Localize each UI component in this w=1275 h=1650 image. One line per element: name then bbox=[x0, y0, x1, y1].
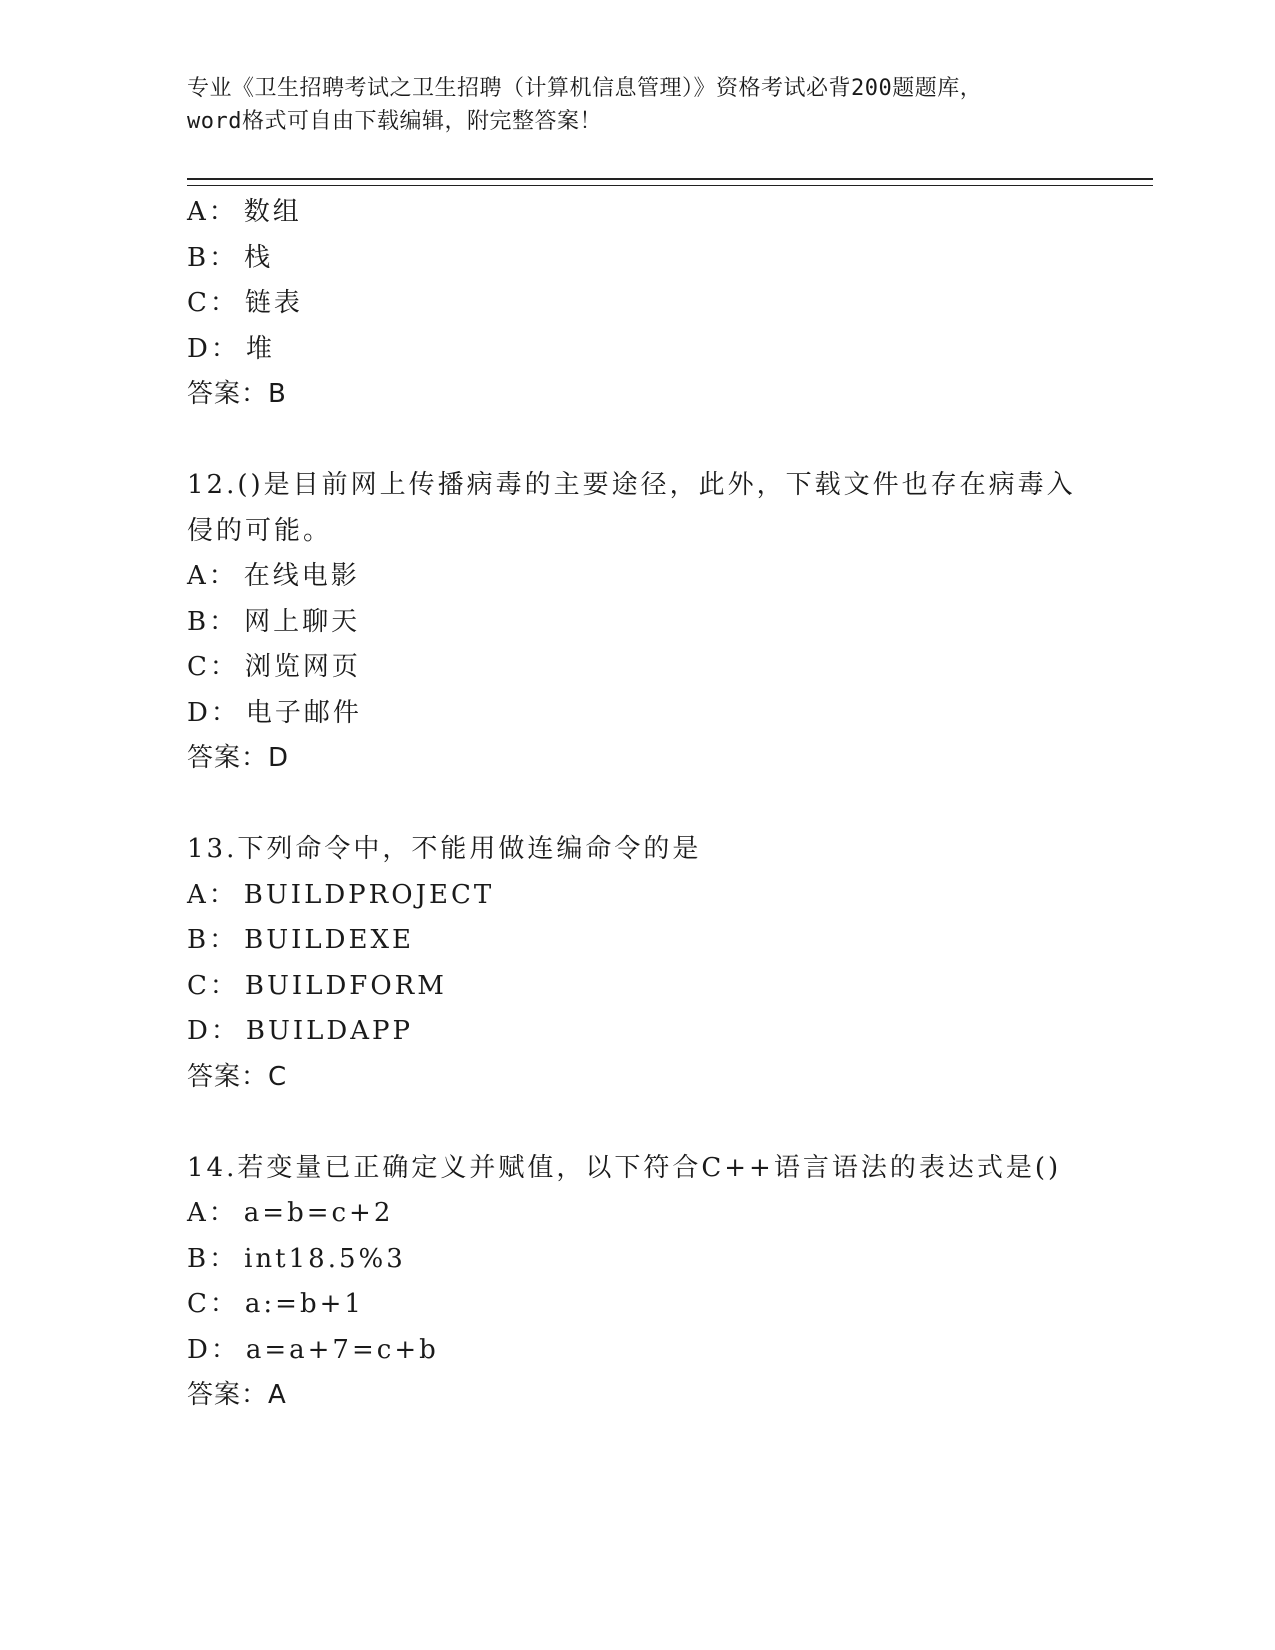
question-list bbox=[187, 190, 1087, 1419]
option-c: C： a:=b+1 bbox=[187, 1289, 364, 1319]
option-c: C： BUILDFORM bbox=[187, 970, 447, 1001]
question-12 bbox=[187, 463, 1087, 782]
option-a: A： BUILDPROJECT bbox=[187, 879, 495, 910]
answer-line: 答案：B bbox=[187, 379, 287, 409]
option-b: B： BUILDEXE bbox=[187, 925, 414, 955]
option-a: A： 数组 bbox=[187, 197, 302, 227]
header-title-line-1: 专业《卫生招聘考试之卫生招聘（计算机信息管理）》资格考试必背200题题库， bbox=[187, 76, 983, 101]
question-stem: 13.下列命令中，不能用做连编命令的是 bbox=[187, 834, 702, 864]
answer-line: 答案：A bbox=[187, 1380, 287, 1410]
option-c: C： 链表 bbox=[187, 288, 303, 318]
question-stem: 12.()是目前网上传播病毒的主要途径，此外，下载文件也存在病毒入侵的可能。 bbox=[187, 470, 1076, 546]
option-d: D： a=a+7=c+b bbox=[187, 1334, 439, 1365]
option-a: A： 在线电影 bbox=[187, 561, 360, 591]
page-header bbox=[187, 72, 1087, 138]
answer-line: 答案：C bbox=[187, 1061, 288, 1092]
option-c: C： 浏览网页 bbox=[187, 652, 361, 682]
question-14 bbox=[187, 1146, 1087, 1419]
option-b: B： 栈 bbox=[187, 242, 274, 273]
question-stem: 14.若变量已正确定义并赋值，以下符合C++语言语法的表达式是() bbox=[187, 1152, 1062, 1183]
question-11-fragment bbox=[187, 190, 1087, 418]
answer-line: 答案：D bbox=[187, 743, 290, 773]
question-13 bbox=[187, 827, 1087, 1100]
option-d: D： 电子邮件 bbox=[187, 697, 362, 728]
option-b: B： int18.5%3 bbox=[187, 1243, 406, 1274]
header-divider bbox=[187, 178, 1153, 186]
option-d: D： 堆 bbox=[187, 333, 275, 364]
header-title-line-2: word格式可自由下载编辑，附完整答案！ bbox=[187, 109, 602, 134]
option-b: B： 网上聊天 bbox=[187, 606, 361, 637]
option-a: A： a=b=c+2 bbox=[187, 1198, 394, 1228]
option-d: D： BUILDAPP bbox=[187, 1016, 414, 1046]
